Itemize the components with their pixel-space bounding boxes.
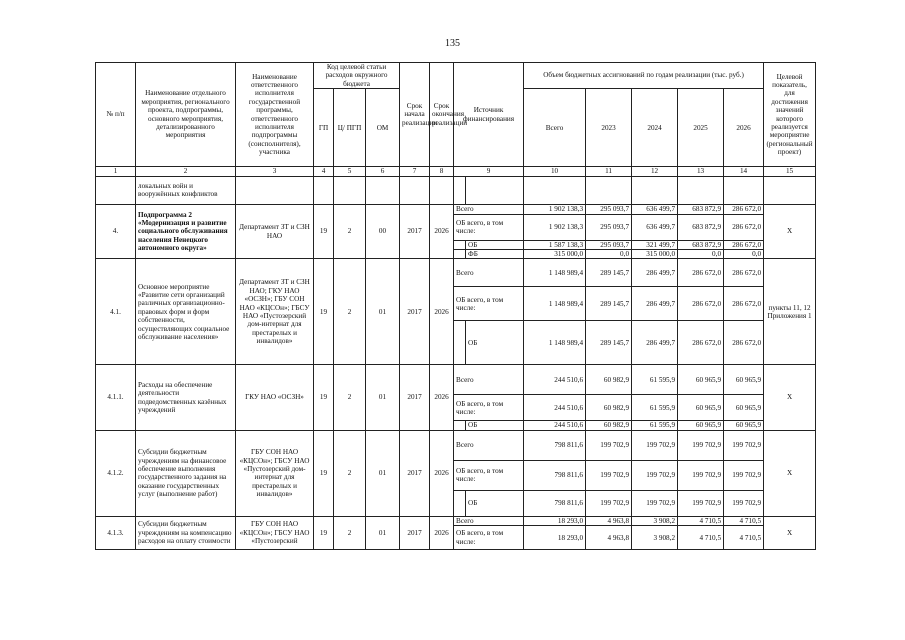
amount-2025: 199 702,9 (678, 430, 724, 460)
row-responsible: ГБУ СОН НАО «КЦСОн»; ГБСУ НАО «Пустозерский (236, 516, 314, 549)
continued-text: локальных войн и вооружённых конфликтов (136, 176, 236, 204)
row-gp: 19 (314, 204, 334, 259)
amount-2026: 286 672,0 (724, 240, 764, 249)
amount-total: 1 148 989,4 (524, 259, 586, 287)
amount-2023: 295 093,7 (586, 214, 632, 240)
row-num: 4.1.1. (96, 365, 136, 430)
row-end: 2026 (430, 204, 454, 259)
amount-2023: 295 093,7 (586, 240, 632, 249)
amount-total: 1 902 138,3 (524, 214, 586, 240)
row-start: 2017 (400, 365, 430, 430)
row-pgp: 2 (334, 365, 366, 430)
amount-2026: 4 710,5 (724, 526, 764, 550)
amount-total: 18 293,0 (524, 526, 586, 550)
colnum: 7 (400, 167, 430, 176)
amount-2026: 60 965,9 (724, 395, 764, 421)
row-num: 4.1.2. (96, 430, 136, 516)
row-om: 01 (366, 259, 400, 365)
row-pgp: 2 (334, 259, 366, 365)
amount-2026: 60 965,9 (724, 421, 764, 430)
amount-2024: 286 499,7 (632, 287, 678, 321)
row-target: Х (764, 204, 816, 259)
row-start: 2017 (400, 516, 430, 549)
header-volume: Объем бюджетных ассигнований по годам реализации (тыс. руб.) (524, 63, 764, 89)
row-num: 4.1. (96, 259, 136, 365)
amount-total: 798 811,6 (524, 430, 586, 460)
amount-2024: 61 595,9 (632, 421, 678, 430)
source: Всего (454, 365, 524, 395)
source: Всего (454, 259, 524, 287)
header-gp: ГП (314, 89, 334, 167)
amount-2025: 4 710,5 (678, 516, 724, 525)
row-responsible: ГКУ НАО «ОСЗН» (236, 365, 314, 430)
source: Всего (454, 204, 524, 214)
page-number: 135 (445, 38, 460, 49)
row-start: 2017 (400, 430, 430, 516)
header-om: ОМ (366, 89, 400, 167)
source: ОБ всего, в том числе: (454, 526, 524, 550)
row-responsible: Департамент ЗТ и СЗН НАО; ГКУ НАО «ОСЗН»; ГБУ СОН НАО «КЦСОн»; ГБСУ НАО «Пустозерский дом-интернат для престарелых и инвалидов» (236, 259, 314, 365)
amount-2025: 286 672,0 (678, 321, 724, 365)
row-name: Расходы на обеспечение деятельности подведомственных казённых учреждений (136, 365, 236, 430)
amount-total: 244 510,6 (524, 421, 586, 430)
amount-2024: 199 702,9 (632, 430, 678, 460)
colnum: 3 (236, 167, 314, 176)
row-target: пункты 11, 12 Приложения 1 (764, 259, 816, 365)
colnum: 10 (524, 167, 586, 176)
row-gp: 19 (314, 430, 334, 516)
row-target: Х (764, 430, 816, 516)
amount-total: 244 510,6 (524, 365, 586, 395)
amount-2025: 0,0 (678, 250, 724, 259)
source: Всего (454, 430, 524, 460)
row-num: 4.1.3. (96, 516, 136, 549)
amount-2026: 199 702,9 (724, 460, 764, 490)
amount-2025: 286 672,0 (678, 287, 724, 321)
colnum: 13 (678, 167, 724, 176)
source: ОБ (466, 421, 524, 430)
header-source: Источник финансирования (454, 63, 524, 167)
amount-2025: 683 872,9 (678, 240, 724, 249)
amount-2024: 199 702,9 (632, 460, 678, 490)
row-name: Основное мероприятие «Развитие сети организаций различных организационно-правовых форм и форм собственности, осуществляющих социальное обслуживание населения» (136, 259, 236, 365)
row-gp: 19 (314, 365, 334, 430)
amount-2024: 286 499,7 (632, 321, 678, 365)
header-end: Срок окончания реализации (430, 63, 454, 167)
colnum: 6 (366, 167, 400, 176)
amount-2026: 286 672,0 (724, 214, 764, 240)
colnum: 8 (430, 167, 454, 176)
amount-2026: 286 672,0 (724, 259, 764, 287)
source: ОБ (466, 321, 524, 365)
amount-total: 1 587 138,3 (524, 240, 586, 249)
header-2023: 2023 (586, 89, 632, 167)
colnum: 2 (136, 167, 236, 176)
budget-table (95, 62, 816, 550)
row-pgp: 2 (334, 204, 366, 259)
amount-2023: 295 093,7 (586, 204, 632, 214)
amount-total: 1 902 138,3 (524, 204, 586, 214)
colnum: 12 (632, 167, 678, 176)
amount-2023: 199 702,9 (586, 430, 632, 460)
amount-total: 18 293,0 (524, 516, 586, 525)
colnum: 5 (334, 167, 366, 176)
row-name: Субсидии бюджетным учреждениям на финансовое обеспечение выполнения государственного задания на оказание государственных услуг (выполнение работ) (136, 430, 236, 516)
header-total: Всего (524, 89, 586, 167)
amount-2025: 683 872,9 (678, 204, 724, 214)
amount-2025: 60 965,9 (678, 395, 724, 421)
amount-total: 798 811,6 (524, 460, 586, 490)
amount-2023: 289 145,7 (586, 321, 632, 365)
colnum: 9 (454, 167, 524, 176)
header-code: Код целевой статьи расходов окружного бюджета (314, 63, 400, 89)
row-end: 2026 (430, 430, 454, 516)
amount-total: 315 000,0 (524, 250, 586, 259)
amount-2026: 286 672,0 (724, 321, 764, 365)
row-pgp: 2 (334, 516, 366, 549)
amount-total: 1 148 989,4 (524, 321, 586, 365)
colnum: 4 (314, 167, 334, 176)
amount-2023: 4 963,8 (586, 526, 632, 550)
row-target: Х (764, 516, 816, 549)
amount-2025: 199 702,9 (678, 460, 724, 490)
amount-2023: 199 702,9 (586, 490, 632, 516)
colnum: 11 (586, 167, 632, 176)
source: ОБ (466, 240, 524, 249)
amount-2026: 286 672,0 (724, 287, 764, 321)
amount-2026: 286 672,0 (724, 204, 764, 214)
row-start: 2017 (400, 204, 430, 259)
row-end: 2026 (430, 365, 454, 430)
row-om: 01 (366, 430, 400, 516)
row-om: 00 (366, 204, 400, 259)
row-om: 01 (366, 365, 400, 430)
amount-2023: 4 963,8 (586, 516, 632, 525)
amount-2023: 289 145,7 (586, 287, 632, 321)
row-name: Подпрограмма 2 «Модернизация и развитие социального обслуживания населения Ненецкого автономного округа» (136, 204, 236, 259)
source: ОБ (466, 490, 524, 516)
amount-2025: 60 965,9 (678, 421, 724, 430)
amount-2024: 61 595,9 (632, 365, 678, 395)
colnum: 1 (96, 167, 136, 176)
source: ОБ всего, в том числе: (454, 287, 524, 321)
header-pgp: Ц/ ПГП (334, 89, 366, 167)
amount-2023: 60 982,9 (586, 395, 632, 421)
amount-total: 1 148 989,4 (524, 287, 586, 321)
amount-2026: 0,0 (724, 250, 764, 259)
header-start: Срок начала реализации (400, 63, 430, 167)
amount-2026: 199 702,9 (724, 490, 764, 516)
row-gp: 19 (314, 259, 334, 365)
amount-2024: 636 499,7 (632, 204, 678, 214)
header-2025: 2025 (678, 89, 724, 167)
source: ФБ (466, 250, 524, 259)
amount-2024: 199 702,9 (632, 490, 678, 516)
source: ОБ всего, в том числе: (454, 214, 524, 240)
amount-2023: 60 982,9 (586, 365, 632, 395)
source: ОБ всего, в том числе: (454, 460, 524, 490)
row-name: Субсидии бюджетным учреждениям на компенсацию расходов на оплату стоимости (136, 516, 236, 549)
amount-2024: 3 908,2 (632, 516, 678, 525)
source: ОБ всего, в том числе: (454, 395, 524, 421)
header-num: № п/п (96, 63, 136, 167)
colnum: 14 (724, 167, 764, 176)
amount-2024: 315 000,0 (632, 250, 678, 259)
amount-2025: 199 702,9 (678, 490, 724, 516)
row-responsible: Департамент ЗТ и СЗН НАО (236, 204, 314, 259)
row-target: Х (764, 365, 816, 430)
amount-2024: 61 595,9 (632, 395, 678, 421)
amount-2024: 321 499,7 (632, 240, 678, 249)
amount-2024: 3 908,2 (632, 526, 678, 550)
header-2024: 2024 (632, 89, 678, 167)
amount-2024: 636 499,7 (632, 214, 678, 240)
amount-2023: 60 982,9 (586, 421, 632, 430)
header-target: Целевой показатель, для достижения значений которого реализуется мероприятие (региональный проект) (764, 63, 816, 167)
amount-2023: 289 145,7 (586, 259, 632, 287)
amount-2026: 4 710,5 (724, 516, 764, 525)
row-end: 2026 (430, 259, 454, 365)
header-2026: 2026 (724, 89, 764, 167)
amount-2025: 683 872,9 (678, 214, 724, 240)
amount-2023: 0,0 (586, 250, 632, 259)
row-num: 4. (96, 204, 136, 259)
amount-2025: 60 965,9 (678, 365, 724, 395)
amount-total: 244 510,6 (524, 395, 586, 421)
amount-total: 798 811,6 (524, 490, 586, 516)
row-gp: 19 (314, 516, 334, 549)
row-responsible: ГБУ СОН НАО «КЦСОн»; ГБСУ НАО «Пустозерский дом-интернат для престарелых и инвалидов» (236, 430, 314, 516)
colnum: 15 (764, 167, 816, 176)
amount-2025: 4 710,5 (678, 526, 724, 550)
amount-2024: 286 499,7 (632, 259, 678, 287)
source: Всего (454, 516, 524, 525)
amount-2026: 60 965,9 (724, 365, 764, 395)
row-start: 2017 (400, 259, 430, 365)
header-responsible: Наименование ответственного исполнителя государственной программы, ответственного исполнителя подпрограммы (соисполнителя), участника (236, 63, 314, 167)
row-pgp: 2 (334, 430, 366, 516)
header-name: Наименование отдельного мероприятия, регионального проекта, подпрограммы, основного мероприятия, детализированного мероприятия (136, 63, 236, 167)
amount-2025: 286 672,0 (678, 259, 724, 287)
amount-2023: 199 702,9 (586, 460, 632, 490)
row-end: 2026 (430, 516, 454, 549)
amount-2026: 199 702,9 (724, 430, 764, 460)
row-om: 01 (366, 516, 400, 549)
